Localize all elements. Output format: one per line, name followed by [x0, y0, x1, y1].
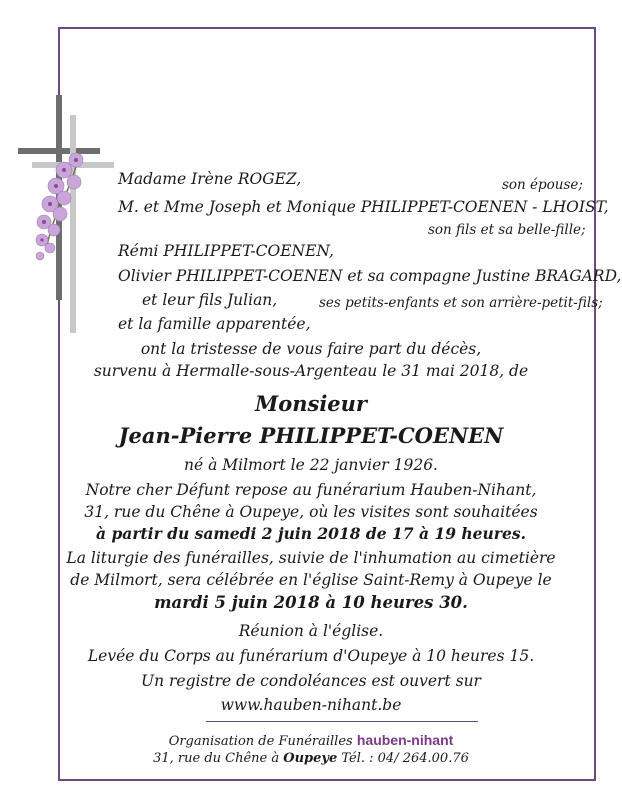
footer-org [0, 733, 622, 748]
ceremony-date: mardi 5 juin 2018 à 10 heures 30. [154, 593, 468, 612]
widow-relation: son épouse; [502, 177, 583, 193]
deceased-name: Jean-Pierre PHILIPPET-COENEN [118, 423, 504, 448]
liturgy-line-1: La liturgie des funérailles, suivie de l'inhumation au cimetière [66, 549, 556, 567]
son-names: M. et Mme Joseph et Monique PHILIPPET-COENEN - LHOIST, [118, 198, 609, 216]
grandchild-olivier: Olivier PHILIPPET-COENEN et sa compagne Justine BRAGARD, [118, 267, 622, 285]
grandchild-remi: Rémi PHILIPPET-COENEN, [118, 242, 334, 260]
birth-line: né à Milmort le 22 janvier 1926. [184, 456, 438, 474]
announcement-line: ont la tristesse de vous faire part du décès, [140, 340, 482, 358]
register-line: Un registre de condoléances est ouvert sur [141, 672, 481, 690]
family-line: et la famille apparentée, [118, 315, 311, 333]
visit-hours: à partir du samedi 2 juin 2018 de 17 à 19 heures. [96, 524, 526, 543]
footer-address: 31, rue du Chêne à Oupeye Tél. : 04/ 264.00.76 [153, 751, 469, 766]
cross-with-orchid-icon [14, 90, 118, 335]
repose-line-2: 31, rue du Chêne à Oupeye, où les visites sont souhaitées [84, 503, 538, 521]
brand-logo: hauben-nihant [356, 732, 454, 748]
deceased-title: Monsieur [254, 391, 367, 416]
levee-line: Levée du Corps au funérarium d'Oupeye à 10 heures 15. [87, 647, 535, 665]
footer-divider [206, 721, 478, 722]
great-grandchild: et leur fils Julian, [142, 291, 278, 309]
son-relation: son fils et sa belle-fille; [428, 222, 586, 238]
repose-line-1: Notre cher Défunt repose au funérarium Hauben-Nihant, [85, 481, 537, 499]
liturgy-line-2: de Milmort, sera célébrée en l'église Saint-Remy à Oupeye le [70, 571, 552, 589]
widow-name: Madame Irène ROGEZ, [118, 170, 302, 188]
grandchildren-relation: ses petits-enfants et son arrière-petit-fils; [319, 295, 603, 311]
footer-town: Oupeye [283, 751, 338, 766]
website-link[interactable]: www.hauben-nihant.be [220, 696, 402, 714]
reunion-line: Réunion à l'église. [238, 622, 384, 640]
footer-org-label: Organisation de Funérailles [168, 734, 353, 749]
death-place-line: survenu à Hermalle-sous-Argenteau le 31 mai 2018, de [93, 362, 529, 380]
